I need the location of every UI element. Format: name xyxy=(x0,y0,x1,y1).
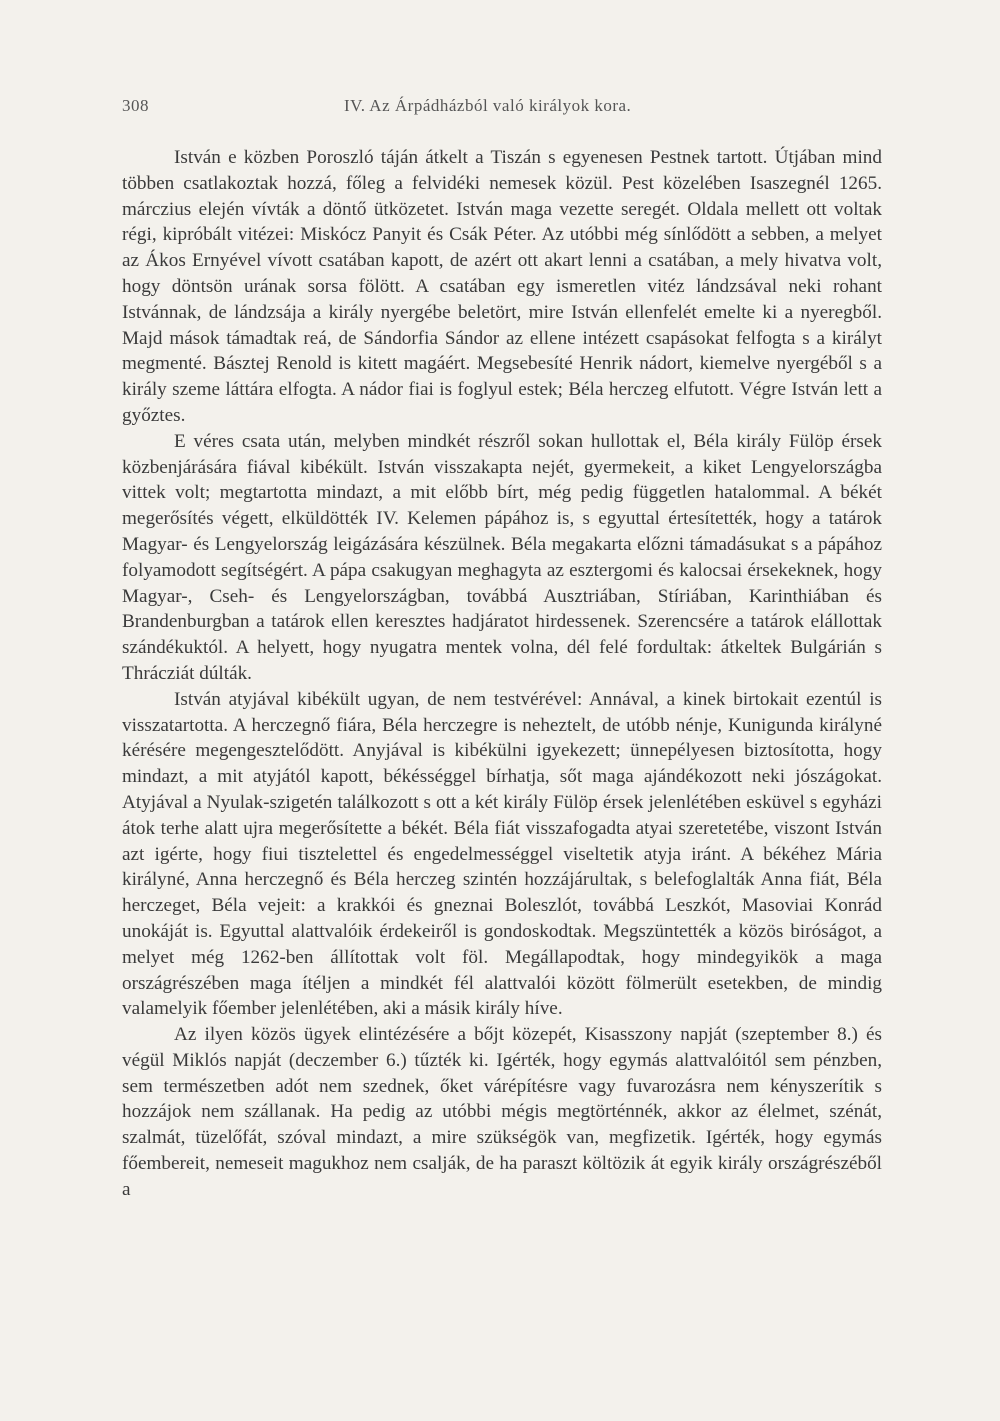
paragraph-2: E véres csata után, melyben mindkét részről sokan hullottak el, Béla király Fülöp érsek közbenjárására fiával kibékült. István visszakapta nejét, gyermekeit, a kiket Lengyelországba vittek volt; megtartotta mindazt, a mit előbb bírt, még pedig független hatalommal. A békét megerősítés végett, elküldötték IV. Kelemen pápához is, s egyuttal értesítették, hogy a tatárok Magyar- és Lengyelország leigázására készülnek. Béla megakarta előzni támadásukat s a pápához folyamodott segítségért. A pápa csakugyan meghagyta az esztergomi és kalocsai érsekeknek, hogy Magyar-, Cseh- és Lengyelországban, továbbá Ausztriában, Stíriában, Karinthiában és Brandenburgban a tatárok ellen keresztes hadjáratot hirdessenek. Szerencsére a tatárok elállottak szándékuktól. A helyett, hogy nyugatra mentek volna, dél felé fordultak: átkeltek Bulgárián s Thrácziát dúlták. xyxy=(122,430,882,684)
running-head xyxy=(122,96,882,124)
chapter-title: IV. Az Árpádházból való királyok kora. xyxy=(344,96,632,115)
paragraph-4: Az ilyen közös ügyek elintézésére a bőjt közepét, Kisasszony napját (szeptember 8.) és végül Miklós napját (deczember 6.) tűzték ki. Igérték, hogy egymás alattvalóitól sem pénzben, sem természetben adót nem szednek, őket várépítésre vagy fuvarozásra nem kényszerítik s hozzájok nem szállanak. Ha pedig az utóbbi mégis megtörténnék, akkor az élelmet, szénát, szalmát, tüzelőfát, szóval mindazt, a mire szükségök van, megfizetik. Igérték, hogy egymás főembereit, nemeseit magukhoz nem csalják, de ha paraszt költözik át egyik király országrészéből a xyxy=(122,1024,882,1200)
page-number: 308 xyxy=(122,96,149,115)
paragraph-1: István e közben Poroszló táján átkelt a Tiszán s egyenesen Pestnek tartott. Útjában mind többen csatlakoztak hozzá, főleg a felvidéki nemesek közül. Pest közelében Isaszegnél 1265. márczius elején vívták a döntő ütközetet. István maga vezette seregét. Oldala mellett ott voltak régi, kipróbált vitézei: Miskócz Panyit és Csák Péter. Az utóbbi még sínlődött a sebben, a melyet az Ákos Ernyével vívott csatában kapott, de azért ott akart lenni a csatában, a mely hivatva volt, hogy döntsön urának sorsa fölött. A csatában egy ismeretlen vitéz lándzsával neki rohant Istvánnak, de lándzsája a király nyergébe beletört, mire István ellenfelét emelte ki a nyeregből. Majd mások támadtak reá, de Sándorfia Sándor az ellene intézett csapásokat felfogta s a királyt megmenté. Básztej Renold is kitett magáért. Megsebesíté Henrik nádort, kiemelve nyergéből s a király szeme láttára elfogta. A nádor fiai is foglyul estek; Béla herczeg elfutott. Végre István lett a győztes. xyxy=(122,147,882,426)
paragraph-3: István atyjával kibékült ugyan, de nem testvérével: Annával, a kinek birtokait ezentúl is visszatartotta. A herczegnő fiára, Béla herczegre is neheztelt, de utóbb nénje, Kunigunda királyné kérésére megengesztelődött. Anyjával is kibékülni igyekezett; ünnepélyesen biztosította, hogy mindazt, a mit atyjától kapott, békésséggel bírhatja, sőt maga ajándékozott neki jószágokat. Atyjával a Nyulak-szigetén találkozott s ott a két király Fülöp érsek jelenlétében esküvel s egyházi átok terhe alatt ujra megerősítette a békét. Béla fiát visszafogadta atyai szeretetébe, viszont István azt igérte, hogy fiui tisztelettel és engedelmességgel viseltetik atyja iránt. A békéhez Mária királyné, Anna herczegnő és Béla herczeg szintén hozzájárultak, s belefoglalták Anna fiát, Béla herczeget, Béla vejeit: a krakkói és gneznai Boleszlót, továbbá Leszkót, Masoviai Konrád unokáját is. Egyuttal alattvalóik érdekeiről is gondoskodtak. Megszüntették a közös biróságot, a melyet még 1262-ben állítottak volt föl. Megállapodtak, hogy mindegyikök a maga országrészében maga ítéljen a mindkét fél alattvalói között fölmerült esetekben, de mindig valamelyik főember jelenlétében, aki a másik király híve. xyxy=(122,688,882,1020)
body-text xyxy=(122,145,882,1203)
